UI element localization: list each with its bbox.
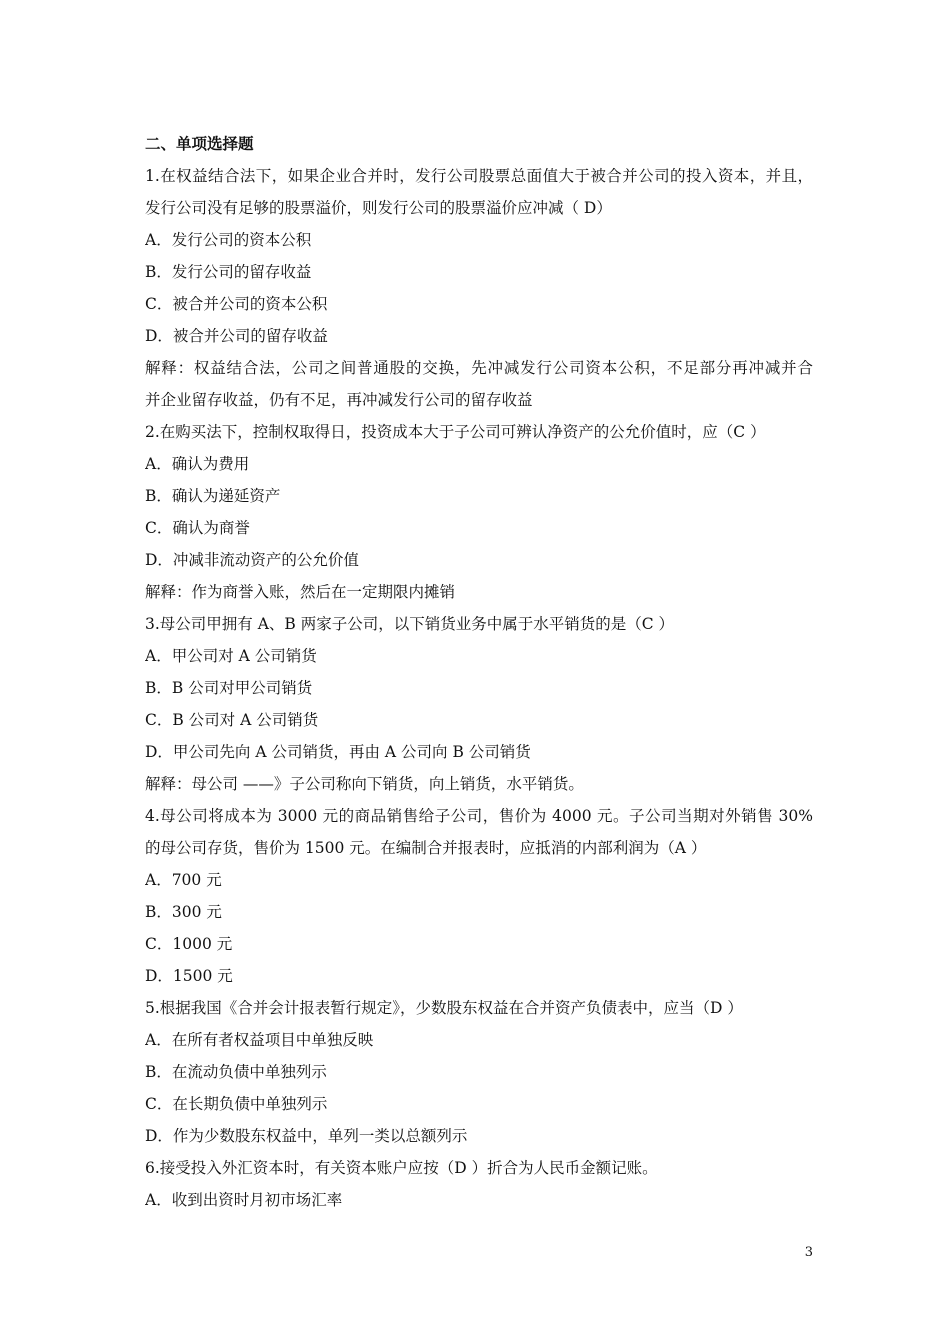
question-1-option-d: D．被合并公司的留存收益 <box>145 327 328 345</box>
question-1-explanation-line-1: 解释：权益结合法，公司之间普通股的交换，先冲减发行公司资本公积，不足部分再冲减并合 <box>145 359 813 377</box>
question-4-option-b: B．300 元 <box>145 903 222 921</box>
page-number: 3 <box>804 1245 813 1260</box>
question-3-option-a: A．甲公司对 A 公司销货 <box>145 647 317 665</box>
question-3-text: 3.母公司甲拥有 A、B 两家子公司，以下销货业务中属于水平销货的是（C ） <box>145 615 675 633</box>
question-2-explanation: 解释：作为商誉入账，然后在一定期限内摊销 <box>145 583 456 601</box>
question-3-option-b: B．B 公司对甲公司销货 <box>145 679 313 697</box>
question-1-option-b: B．发行公司的留存收益 <box>145 263 312 281</box>
question-5-option-c: C．在长期负债中单独列示 <box>145 1095 328 1113</box>
section-title: 二、单项选择题 <box>145 134 254 153</box>
question-4-option-d: D．1500 元 <box>145 967 233 985</box>
question-1-text-line-1: 1.在权益结合法下，如果企业合并时，发行公司股票总面值大于被合并公司的投入资本，并且， <box>145 167 813 185</box>
question-3-option-c: C．B 公司对 A 公司销货 <box>145 711 319 729</box>
question-6-option-a: A．收到出资时月初市场汇率 <box>145 1191 343 1209</box>
question-5-option-b: B．在流动负债中单独列示 <box>145 1063 327 1081</box>
question-4-text-line-1: 4.母公司将成本为 3000 元的商品销售给子公司，售价为 4000 元。子公司当期对外销售 30% <box>145 807 813 825</box>
question-6-text: 6.接受投入外汇资本时，有关资本账户应按（D ）折合为人民币金额记账。 <box>145 1159 658 1177</box>
question-2-option-c: C．确认为商誉 <box>145 519 250 537</box>
question-1-explanation-line-2: 并企业留存收益，仍有不足，再冲减发行公司的留存收益 <box>145 391 533 409</box>
question-5-option-a: A．在所有者权益项目中单独反映 <box>145 1031 374 1049</box>
question-2-option-d: D．冲减非流动资产的公允价值 <box>145 551 359 569</box>
question-3-explanation: 解释：母公司 ——》子公司称向下销货，向上销货，水平销货。 <box>145 775 584 793</box>
question-4-option-c: C．1000 元 <box>145 935 233 953</box>
question-1-option-a: A．发行公司的资本公积 <box>145 231 312 249</box>
question-2-option-a: A．确认为费用 <box>145 455 250 473</box>
question-2-option-b: B．确认为递延资产 <box>145 487 281 505</box>
question-1-option-c: C．被合并公司的资本公积 <box>145 295 328 313</box>
question-4-option-a: A．700 元 <box>145 871 222 889</box>
question-2-text: 2.在购买法下，控制权取得日，投资成本大于子公司可辨认净资产的公允价值时，应（C ） <box>145 423 766 441</box>
page-content <box>145 128 813 1216</box>
question-4-text-line-2: 的母公司存货，售价为 1500 元。在编制合并报表时，应抵消的内部利润为（A ） <box>145 839 707 857</box>
question-1-text-line-2: 发行公司没有足够的股票溢价，则发行公司的股票溢价应冲减（ D） <box>145 199 612 217</box>
question-5-text: 5.根据我国《合并会计报表暂行规定》，少数股东权益在合并资产负债表中，应当（D ） <box>145 999 743 1017</box>
question-3-option-d: D．甲公司先向 A 公司销货，再由 A 公司向 B 公司销货 <box>145 743 531 761</box>
question-5-option-d: D．作为少数股东权益中，单列一类以总额列示 <box>145 1127 468 1145</box>
